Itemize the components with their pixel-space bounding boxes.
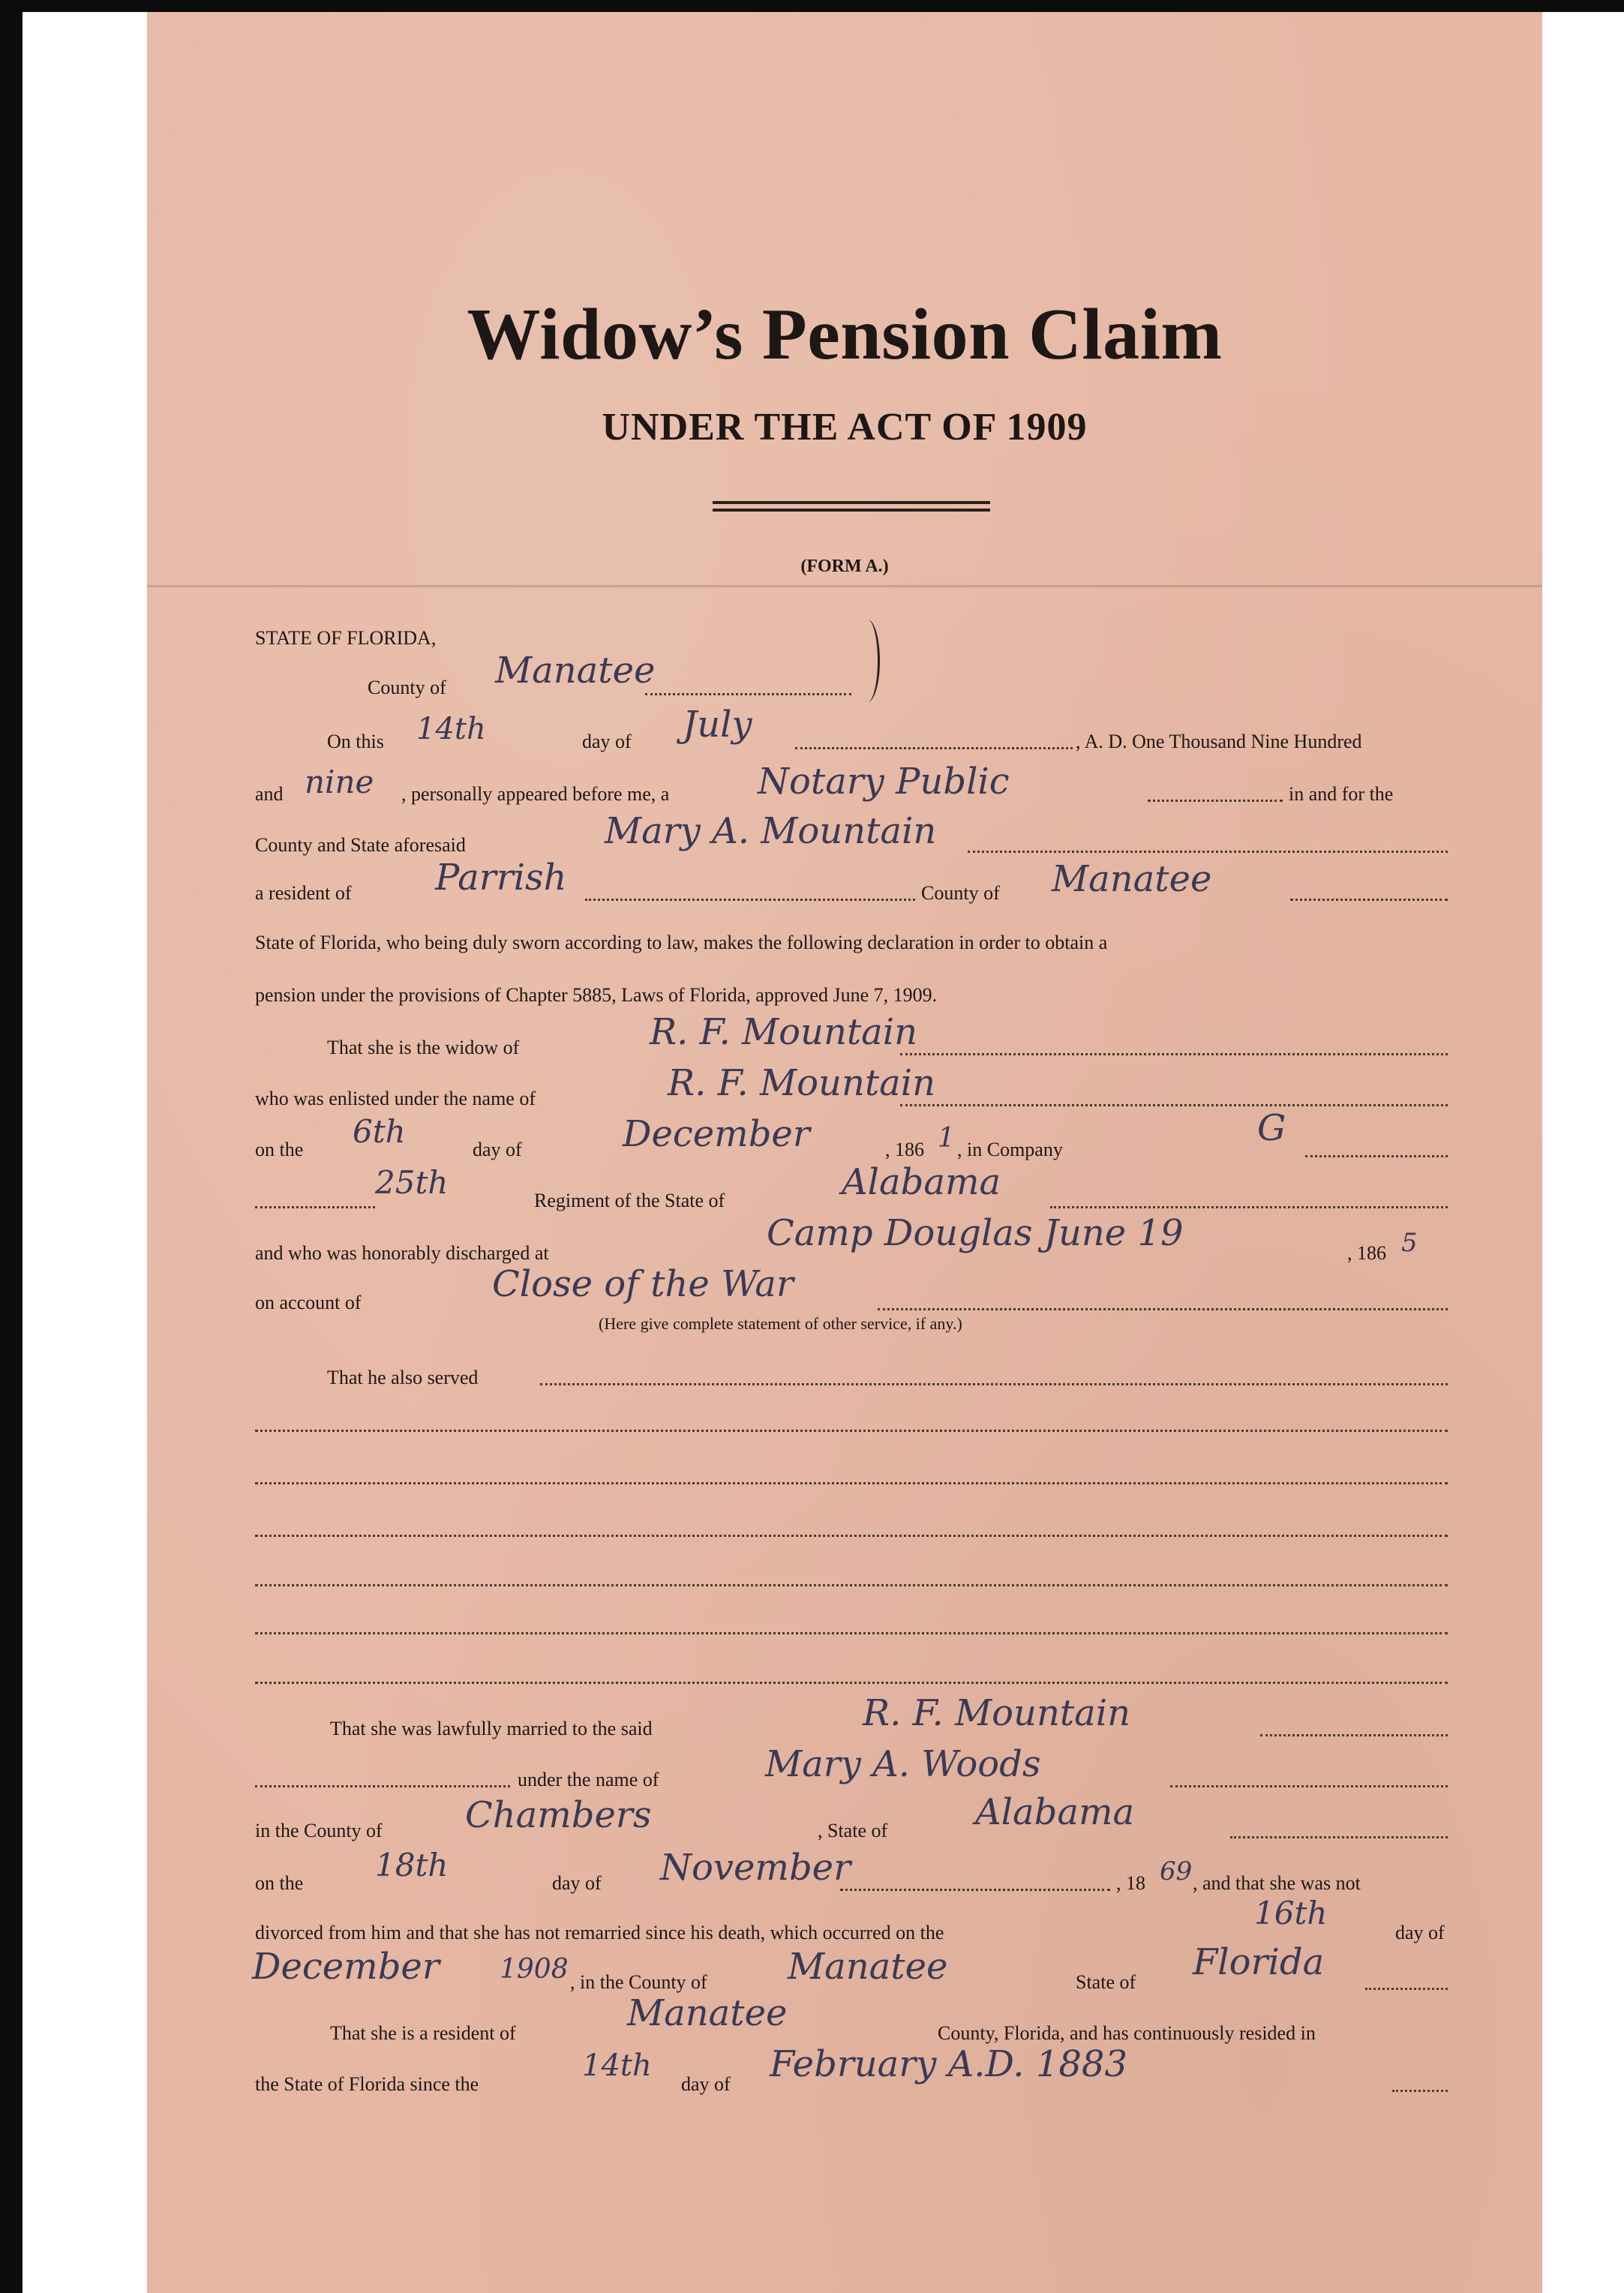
declaration-line-1: State of Florida, who being duly sworn according to law, makes the following declaration in order to obtain a xyxy=(255,932,1108,953)
death-month-value: December xyxy=(252,1946,440,1988)
other-service-note: (Here give complete statement of other service, if any.) xyxy=(599,1314,962,1333)
preamble-county-value: Manatee xyxy=(1052,858,1212,900)
fill-line xyxy=(1260,1734,1448,1736)
discharge-year-digit: 5 xyxy=(1401,1228,1418,1258)
resident-of-label: a resident of xyxy=(255,882,352,904)
marriage-on-the-label: on the xyxy=(255,1872,304,1894)
death-state-value: Florida xyxy=(1193,1941,1325,1983)
fill-line xyxy=(795,747,1073,749)
fill-line xyxy=(1365,1988,1448,1990)
fill-line xyxy=(878,1308,1448,1310)
marriage-state-label: , State of xyxy=(818,1820,888,1841)
company-value: G xyxy=(1257,1107,1286,1149)
in-company-label: , in Company xyxy=(957,1139,1063,1160)
marriage-county-value: Chambers xyxy=(465,1794,652,1836)
married-to-value: R. F. Mountain xyxy=(863,1692,1131,1734)
fill-line xyxy=(1392,2090,1448,2092)
form-label: (FORM A.) xyxy=(800,557,889,576)
not-divorced-text: , and that she was not xyxy=(1193,1872,1361,1894)
marriage-year-suffix: 69 xyxy=(1160,1856,1193,1886)
title-rule-bottom xyxy=(713,509,990,512)
appeared-text: , personally appeared before me, a xyxy=(401,783,670,805)
document-title: Widow’s Pension Claim xyxy=(467,294,1223,375)
fill-line xyxy=(255,1682,1448,1684)
preamble-month-value: July xyxy=(683,704,752,746)
marriage-county-label: in the County of xyxy=(255,1820,383,1841)
claimant-value: Mary A. Mountain xyxy=(605,810,937,852)
residence-county-value: Manatee xyxy=(627,1992,788,2034)
fill-line xyxy=(900,1104,1448,1106)
since-day-value: 14th xyxy=(582,2048,652,2083)
enlist-on-the-label: on the xyxy=(255,1139,304,1160)
divorced-line: divorced from him and that she has not remarried since his death, which occurred on the xyxy=(255,1922,944,1943)
fill-line xyxy=(255,1535,1448,1537)
under-name-label: under the name of xyxy=(518,1769,659,1790)
fill-line xyxy=(255,1430,1448,1432)
venue-county-label: County of xyxy=(368,677,446,698)
marriage-day-of-label: day of xyxy=(552,1872,602,1894)
also-served-label: That he also served xyxy=(327,1367,479,1388)
death-day-of-label: day of xyxy=(1395,1922,1445,1943)
maiden-name-value: Mary A. Woods xyxy=(765,1743,1041,1785)
and-label: and xyxy=(255,783,284,805)
since-date-value: February A.D. 1883 xyxy=(770,2043,1127,2085)
fill-line xyxy=(968,851,1448,853)
regiment-text: Regiment of the State of xyxy=(534,1190,725,1211)
continuous-text: County, Florida, and has continuously resided in xyxy=(938,2022,1316,2044)
married-to-label: That she was lawfully married to the said xyxy=(330,1718,653,1739)
death-county-value: Manatee xyxy=(788,1946,948,1988)
venue-state: STATE OF FLORIDA, xyxy=(255,627,437,649)
ad-text: , A. D. One Thousand Nine Hundred xyxy=(1076,731,1362,752)
fill-line xyxy=(1170,1785,1448,1787)
marriage-day-value: 18th xyxy=(375,1847,449,1883)
fill-line xyxy=(900,1053,1448,1055)
fill-line xyxy=(540,1383,1448,1385)
enlist-day-of-label: day of xyxy=(473,1139,522,1160)
fill-line xyxy=(1050,1206,1448,1208)
scan-border-top xyxy=(0,0,1624,12)
marriage-month-value: November xyxy=(660,1847,851,1889)
regiment-value: 25th xyxy=(375,1164,449,1201)
on-this-label: On this xyxy=(327,731,384,752)
in-and-for-text: in and for the xyxy=(1289,783,1394,805)
death-day-value: 16th xyxy=(1254,1895,1328,1931)
fill-line xyxy=(255,1785,510,1787)
title-rule-top xyxy=(713,501,990,504)
enlisted-name-value: R. F. Mountain xyxy=(668,1062,936,1104)
marriage-year-prefix: , 18 xyxy=(1116,1872,1145,1894)
fill-line xyxy=(255,1482,1448,1484)
fill-line xyxy=(645,693,851,695)
fill-line xyxy=(585,899,915,901)
county-state-text: County and State aforesaid xyxy=(255,834,466,856)
fill-line xyxy=(255,1584,1448,1586)
since-day-of-label: day of xyxy=(681,2073,731,2095)
venue-brace xyxy=(855,620,880,702)
fill-line xyxy=(840,1889,1110,1891)
fill-line xyxy=(1290,899,1448,901)
widow-of-label: That she is the widow of xyxy=(327,1037,520,1058)
death-year-value: 1908 xyxy=(500,1954,569,1985)
enlist-year-digit: 1 xyxy=(938,1123,955,1154)
day-of-label: day of xyxy=(582,731,632,752)
fill-line xyxy=(255,1632,1448,1634)
fill-line xyxy=(1148,800,1283,802)
since-the-label: the State of Florida since the xyxy=(255,2073,479,2095)
discharge-value: Camp Douglas June 19 xyxy=(767,1212,1184,1254)
paper-fold-line xyxy=(147,585,1542,587)
discharged-at-label: and who was honorably discharged at xyxy=(255,1242,549,1264)
county-of-label: County of xyxy=(921,882,1000,904)
enlist-day-value: 6th xyxy=(353,1113,406,1150)
residence-label: That she is a resident of xyxy=(330,2022,516,2044)
document-subtitle: UNDER THE ACT OF 1909 xyxy=(602,406,1088,449)
enlist-month-value: December xyxy=(623,1113,810,1155)
fill-line xyxy=(255,1206,375,1208)
death-county-label: , in the County of xyxy=(570,1971,707,1993)
enlist-year-prefix: , 186 xyxy=(885,1139,924,1160)
marriage-state-value: Alabama xyxy=(975,1791,1135,1833)
scan-border-left xyxy=(0,0,23,2293)
account-of-label: on account of xyxy=(255,1292,362,1313)
residence-value: Parrish xyxy=(435,857,567,899)
death-state-label: State of xyxy=(1076,1971,1136,1993)
officer-value: Notary Public xyxy=(758,761,1010,803)
preamble-day-value: 14th xyxy=(416,712,486,746)
regiment-state-value: Alabama xyxy=(842,1161,1001,1203)
fill-line xyxy=(1305,1155,1448,1157)
venue-county-value: Manatee xyxy=(495,650,656,692)
enlisted-under-label: who was enlisted under the name of xyxy=(255,1088,536,1109)
account-value: Close of the War xyxy=(492,1263,794,1305)
declaration-line-2: pension under the provisions of Chapter 5885, Laws of Florida, approved June 7, 1909. xyxy=(255,984,938,1006)
preamble-year-value: nine xyxy=(305,764,374,800)
husband-value: R. F. Mountain xyxy=(650,1011,918,1053)
fill-line xyxy=(1230,1836,1448,1838)
discharge-year-prefix: , 186 xyxy=(1347,1242,1386,1264)
